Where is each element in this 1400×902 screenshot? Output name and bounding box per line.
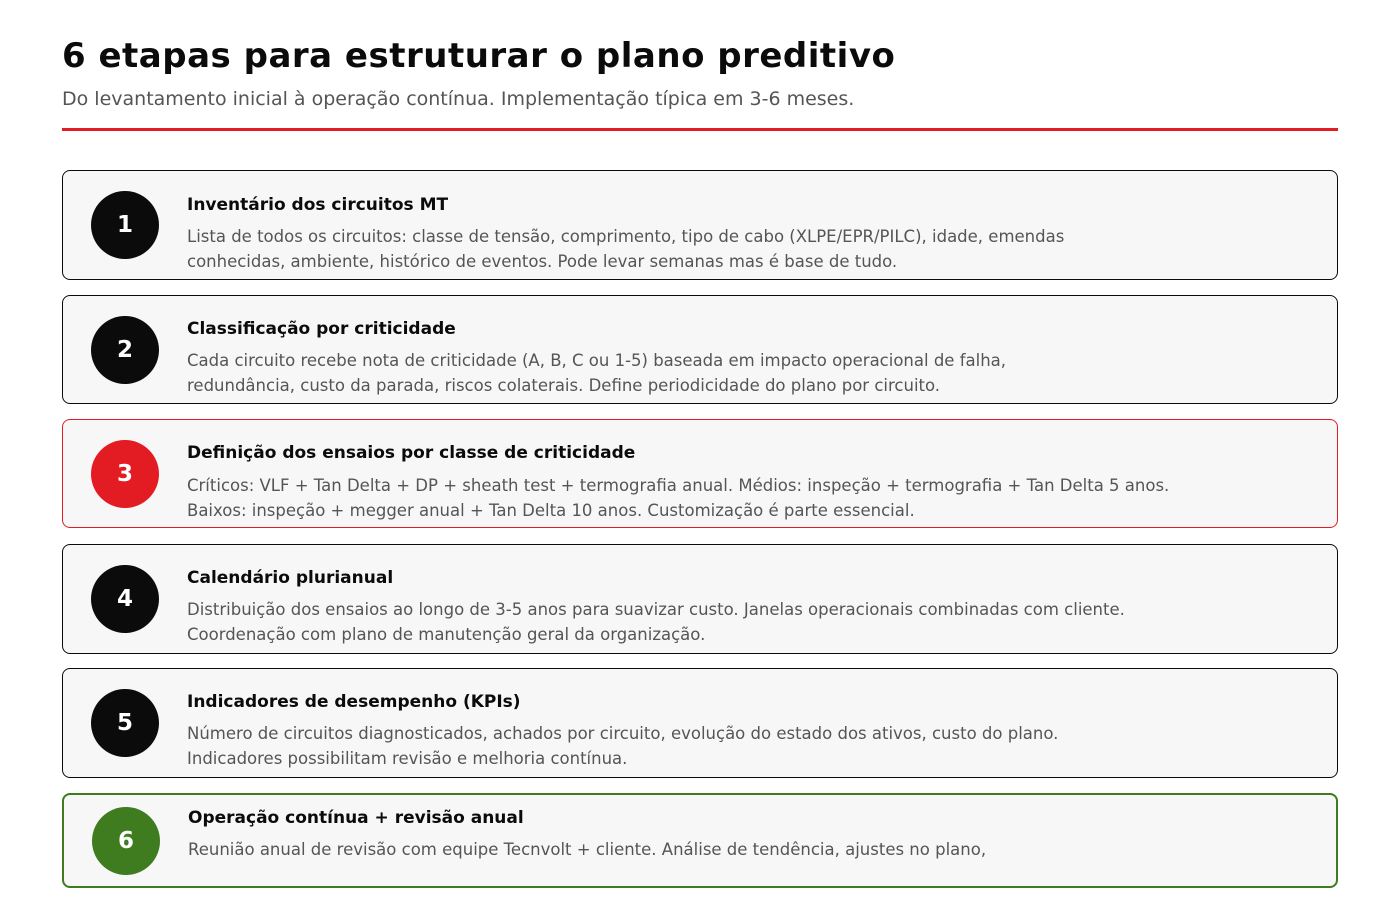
- step-title: Calendário plurianual: [187, 568, 394, 588]
- step-title: Operação contínua + revisão anual: [188, 808, 524, 828]
- step-description: [187, 473, 1307, 523]
- step-description-line: Lista de todos os circuitos: classe de tensão, comprimento, tipo de cabo (XLPE/EPR/PILC), idade, emendas: [187, 227, 1065, 246]
- step-card-2: [62, 295, 1338, 404]
- step-description-line: Críticos: VLF + Tan Delta + DP + sheath test + termografia anual. Médios: inspeção + termografia + Tan Delta 5 anos.: [187, 476, 1170, 495]
- step-title: Classificação por criticidade: [187, 319, 456, 339]
- step-description: [187, 721, 1307, 771]
- step-number-badge: 2: [91, 316, 159, 384]
- step-description: [188, 837, 1308, 862]
- step-title: Definição dos ensaios por classe de criticidade: [187, 443, 636, 463]
- step-title: Inventário dos circuitos MT: [187, 195, 449, 215]
- step-description-line: redundância, custo da parada, riscos colaterais. Define periodicidade do plano por circuito.: [187, 376, 941, 395]
- step-description-line: Cada circuito recebe nota de criticidade (A, B, C ou 1-5) baseada em impacto operacional de falha,: [187, 351, 1007, 370]
- step-description: [187, 224, 1307, 274]
- step-description-line: Distribuição dos ensaios ao longo de 3-5 anos para suavizar custo. Janelas operacionais combinadas com cliente.: [187, 600, 1125, 619]
- step-card-3: [62, 419, 1338, 528]
- step-description-line: Indicadores possibilitam revisão e melhoria contínua.: [187, 749, 628, 768]
- page-subtitle: Do levantamento inicial à operação contínua. Implementação típica em 3-6 meses.: [62, 88, 855, 110]
- step-description: [187, 348, 1307, 398]
- step-description: [187, 597, 1307, 647]
- step-number-badge: 3: [91, 440, 159, 508]
- step-card-4: [62, 544, 1338, 654]
- step-card-1: [62, 170, 1338, 280]
- step-number-badge: 5: [91, 689, 159, 757]
- step-description-line: Baixos: inspeção + megger anual + Tan Delta 10 anos. Customização é parte essencial.: [187, 501, 915, 520]
- step-description-line: conhecidas, ambiente, histórico de eventos. Pode levar semanas mas é base de tudo.: [187, 252, 898, 271]
- step-card-5: [62, 668, 1338, 778]
- step-description-line: Número de circuitos diagnosticados, achados por circuito, evolução do estado dos ativos, custo do plano.: [187, 724, 1059, 743]
- page-title: 6 etapas para estruturar o plano preditivo: [62, 36, 896, 76]
- step-card-6: [62, 793, 1338, 888]
- step-description-line: Reunião anual de revisão com equipe Tecnvolt + cliente. Análise de tendência, ajustes no plano,: [188, 840, 987, 859]
- step-number-badge: 4: [91, 565, 159, 633]
- step-number-badge: 1: [91, 191, 159, 259]
- title-divider: [62, 128, 1338, 131]
- step-title: Indicadores de desempenho (KPIs): [187, 692, 521, 712]
- step-description-line: Coordenação com plano de manutenção geral da organização.: [187, 625, 706, 644]
- step-number-badge: 6: [92, 807, 160, 875]
